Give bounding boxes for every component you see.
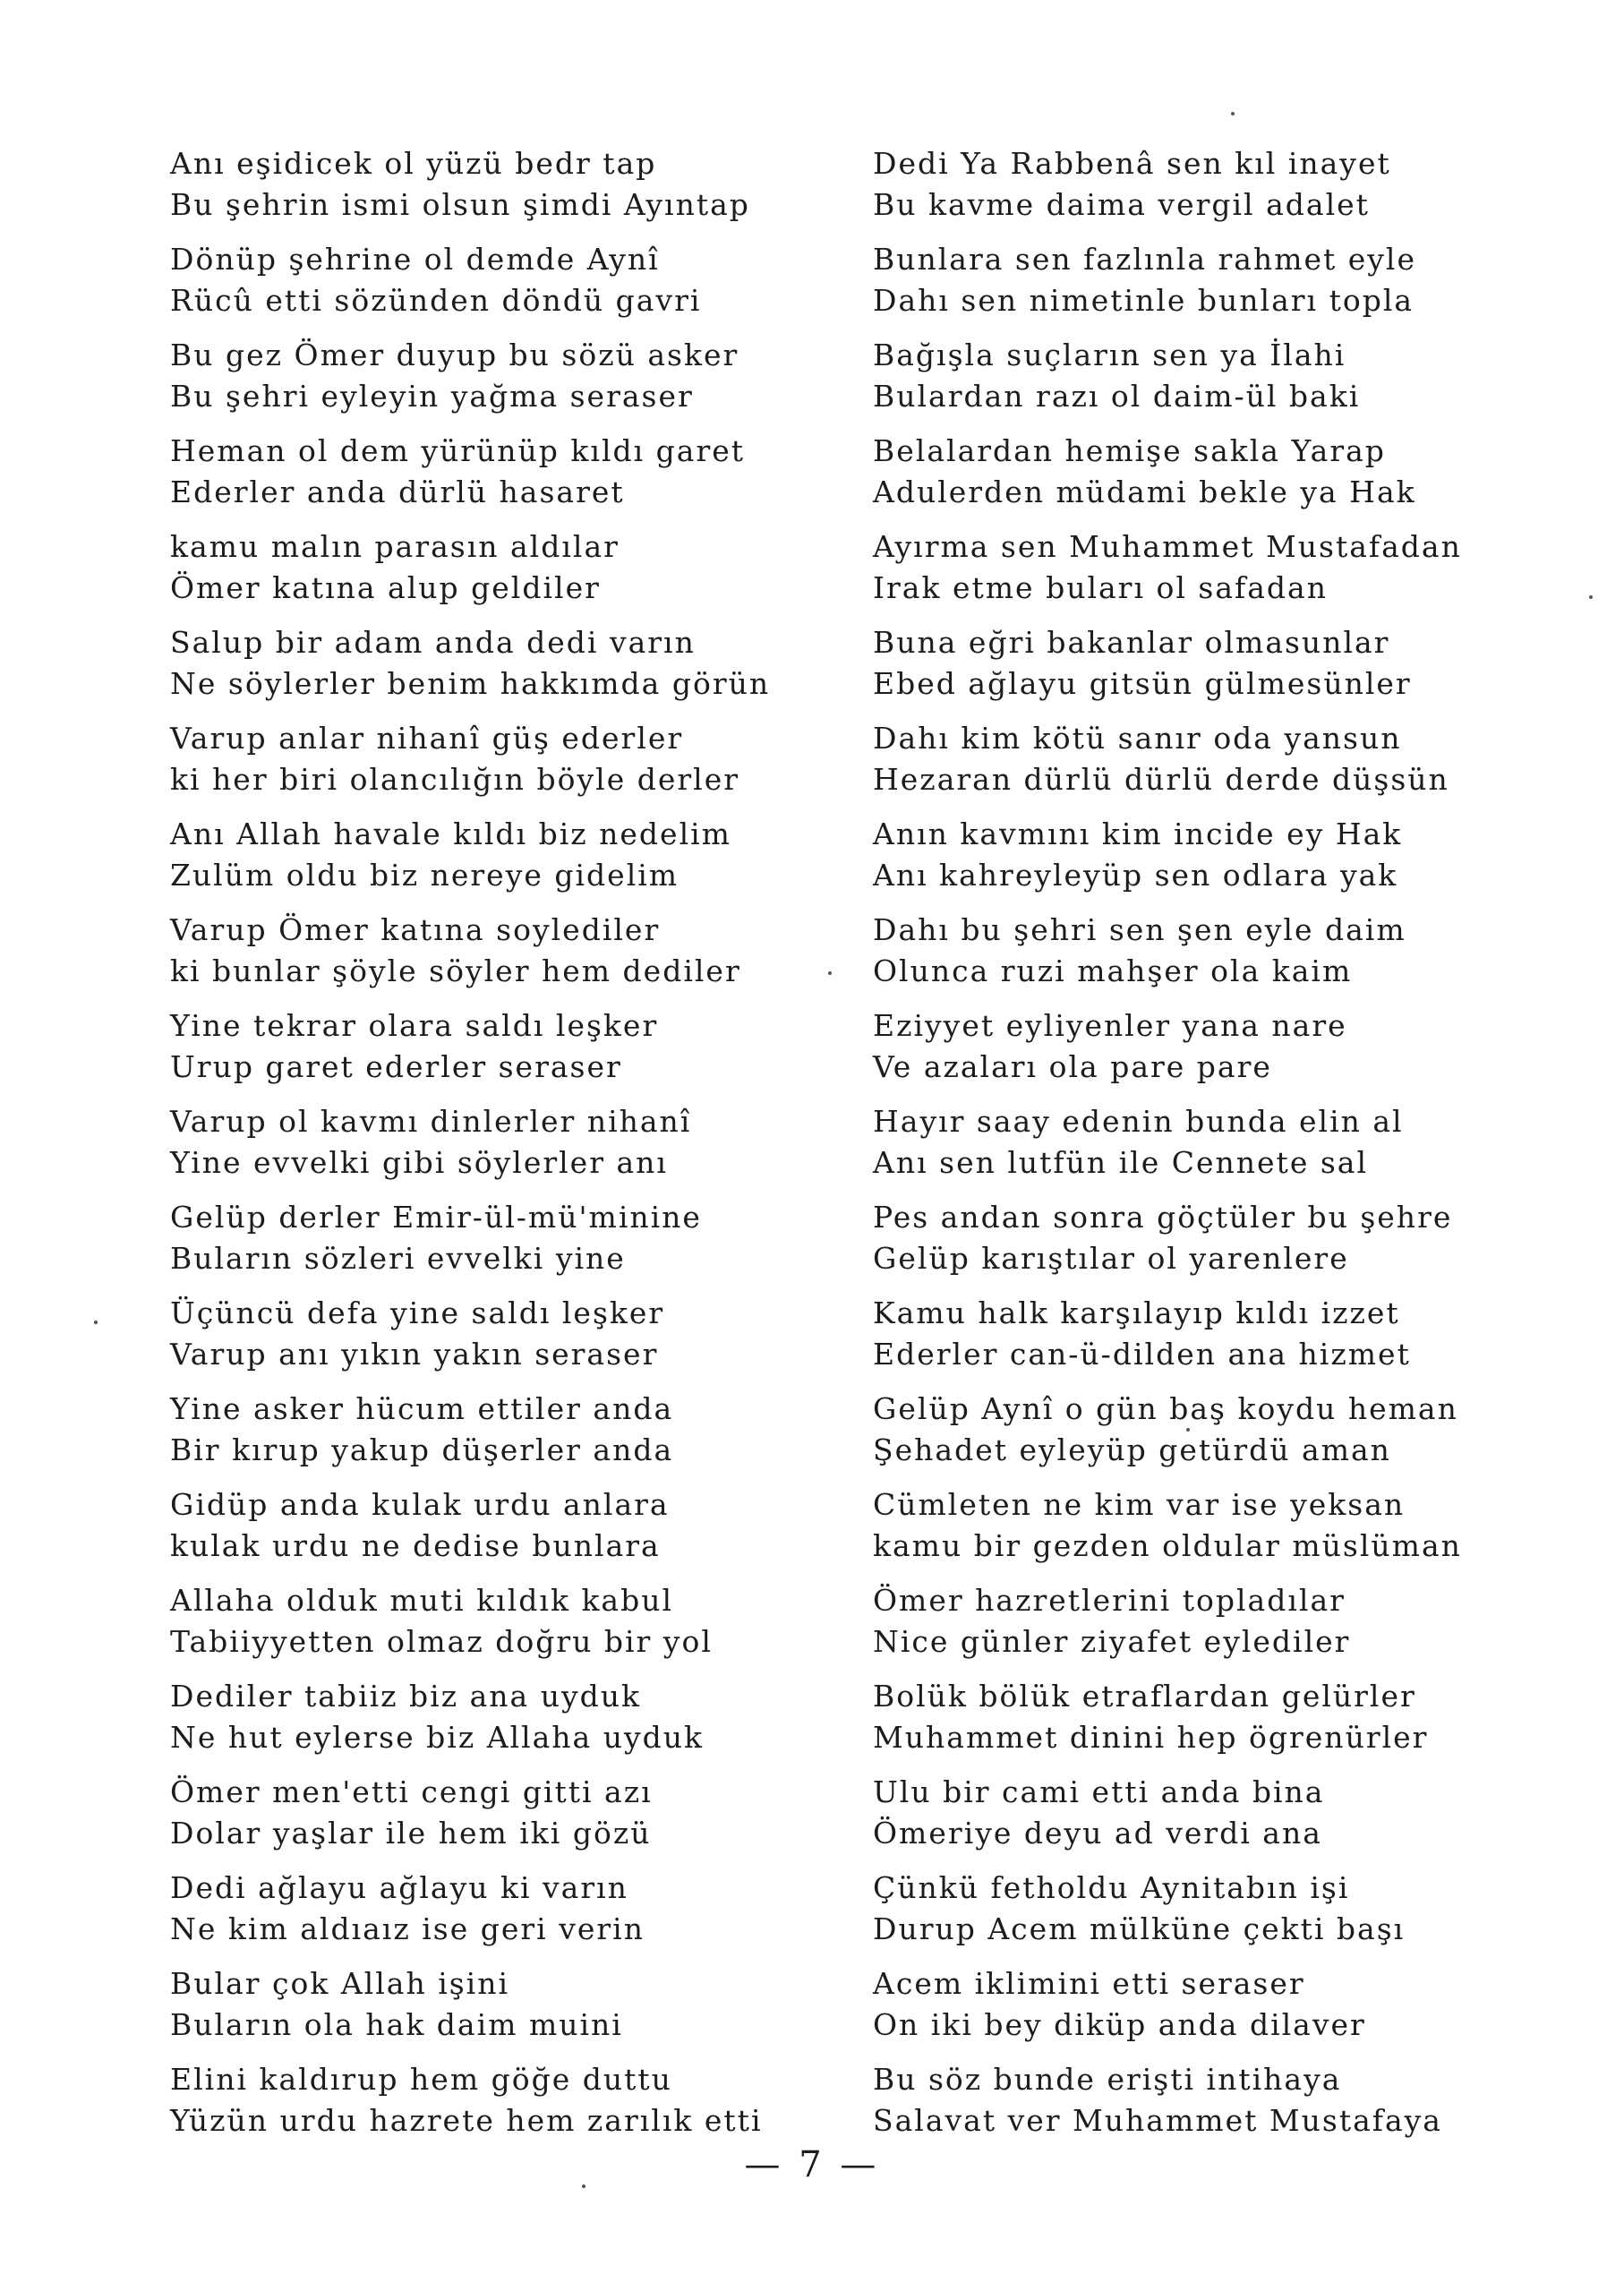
left-verse-line: Ne söylerler benim hakkımda görün bbox=[170, 666, 771, 701]
right-verse-line: Dedi Ya Rabbenâ sen kıl inayet bbox=[873, 146, 1391, 181]
left-couplet bbox=[170, 1963, 815, 2059]
left-couplet bbox=[170, 1868, 815, 1963]
left-verse-line: Varup anı yıkın yakın seraser bbox=[170, 1337, 659, 1372]
left-verse-line: Bu şehri eyleyin yağma seraser bbox=[170, 379, 694, 414]
left-verse-line: Bir kırup yakup düşerler anda bbox=[170, 1432, 674, 1467]
right-verse-line: Anın kavmını kim incide ey Hak bbox=[873, 816, 1403, 851]
right-verse-line: Irak etme buları ol safadan bbox=[873, 570, 1328, 605]
right-verse-line: Ebed ağlayu gitsün gülmesünler bbox=[873, 666, 1412, 701]
scan-speck bbox=[1231, 112, 1235, 115]
left-couplet bbox=[170, 2059, 815, 2155]
left-verse-line: Ne kim aldıaız ise geri verin bbox=[170, 1911, 645, 1946]
left-couplet bbox=[170, 718, 815, 814]
right-verse-line: Bunlara sen fazlınla rahmet eyle bbox=[873, 242, 1417, 277]
right-verse-line: Gelüp karıştılar ol yarenlere bbox=[873, 1241, 1349, 1276]
scan-speck bbox=[94, 1321, 98, 1324]
left-couplet bbox=[170, 239, 815, 335]
left-verse-line: Heman ol dem yürünüp kıldı garet bbox=[170, 433, 746, 468]
right-couplet bbox=[873, 910, 1517, 1005]
right-verse-line: Anı kahreyleyüp sen odlara yak bbox=[873, 858, 1398, 893]
left-verse-line: Allaha olduk muti kıldık kabul bbox=[170, 1583, 674, 1618]
right-couplet bbox=[873, 622, 1517, 718]
left-couplet bbox=[170, 143, 815, 239]
left-couplet bbox=[170, 1484, 815, 1580]
right-verse-line: Ve azaları ola pare pare bbox=[873, 1049, 1272, 1084]
left-couplet bbox=[170, 1676, 815, 1772]
right-couplet bbox=[873, 1580, 1517, 1676]
left-couplet bbox=[170, 1580, 815, 1676]
right-verse-line: Cümleten ne kim var ise yeksan bbox=[873, 1487, 1406, 1522]
left-verse-line: kamu malın parasın aldılar bbox=[170, 529, 620, 564]
scan-speck bbox=[1589, 595, 1593, 599]
right-verse-line: Nice günler ziyafet eylediler bbox=[873, 1624, 1351, 1659]
right-couplet bbox=[873, 718, 1517, 814]
right-couplet bbox=[873, 143, 1517, 239]
scan-speck bbox=[828, 971, 832, 975]
right-verse-line: Dahı kim kötü sanır oda yansun bbox=[873, 721, 1402, 756]
left-verse-line: Rücû etti sözünden döndü gavri bbox=[170, 283, 702, 318]
right-couplet bbox=[873, 2059, 1517, 2155]
right-verse-line: Bolük bölük etraflardan gelürler bbox=[873, 1679, 1416, 1714]
page-number: — 7 — bbox=[744, 2144, 880, 2185]
left-verse-line: Zulüm oldu biz nereye gidelim bbox=[170, 858, 680, 893]
left-verse-line: Elini kaldırup hem göğe duttu bbox=[170, 2062, 672, 2097]
right-verse-line: Ederler can-ü-dilden ana hizmet bbox=[873, 1337, 1411, 1372]
right-couplet bbox=[873, 335, 1517, 431]
scan-speck bbox=[1186, 1428, 1190, 1432]
left-verse-line: Buların sözleri evvelki yine bbox=[170, 1241, 626, 1276]
right-verse-line: Dahı sen nimetinle bunları topla bbox=[873, 283, 1415, 318]
right-verse-line: Hezaran dürlü dürlü derde düşsün bbox=[873, 762, 1449, 797]
right-couplet bbox=[873, 239, 1517, 335]
right-verse-line: Adulerden müdami bekle ya Hak bbox=[873, 474, 1416, 509]
right-verse-line: Gelüp Aynî o gün baş koydu heman bbox=[873, 1391, 1458, 1426]
left-verse-line: Bu şehrin ismi olsun şimdi Ayıntap bbox=[170, 187, 750, 222]
right-verse-line: Belalardan hemişe sakla Yarap bbox=[873, 433, 1386, 468]
right-couplet bbox=[873, 814, 1517, 910]
left-verse-line: Anı Allah havale kıldı biz nedelim bbox=[170, 816, 731, 851]
right-verse-line: Kamu halk karşılayıp kıldı izzet bbox=[873, 1295, 1400, 1330]
left-verse-line: Ömer katına alup geldiler bbox=[170, 570, 601, 605]
left-verse-line: Urup garet ederler seraser bbox=[170, 1049, 622, 1084]
left-verse-line: Üçüncü defa yine saldı leşker bbox=[170, 1295, 665, 1330]
left-verse-line: Dedi ağlayu ağlayu ki varın bbox=[170, 1870, 628, 1905]
left-verse-line: Varup Ömer katına soylediler bbox=[170, 912, 661, 947]
scan-speck bbox=[582, 2184, 585, 2188]
left-verse-line: ki bunlar şöyle söyler hem dediler bbox=[170, 953, 741, 988]
left-verse-line: Bular çok Allah işini bbox=[170, 1966, 510, 2001]
left-verse-line: Dolar yaşlar ile hem iki gözü bbox=[170, 1816, 652, 1851]
right-verse-line: Anı sen lutfün ile Cennete sal bbox=[873, 1145, 1369, 1180]
right-couplet bbox=[873, 1676, 1517, 1772]
left-couplet bbox=[170, 1101, 815, 1197]
right-verse-line: Bağışla suçların sen ya İlahi bbox=[873, 338, 1346, 372]
right-couplet bbox=[873, 1772, 1517, 1868]
right-couplet bbox=[873, 1868, 1517, 1963]
right-verse-line: Bu söz bunde erişti intihaya bbox=[873, 2062, 1342, 2097]
left-verse-line: Gidüp anda kulak urdu anlara bbox=[170, 1487, 670, 1522]
right-couplet bbox=[873, 1005, 1517, 1101]
right-verse-line: kamu bir gezden oldular müslüman bbox=[873, 1528, 1462, 1563]
right-verse-line: Muhammet dinini hep ögrenürler bbox=[873, 1720, 1429, 1755]
right-verse-line: Bulardan razı ol daim-ül baki bbox=[873, 379, 1361, 414]
right-verse-line: Acem iklimini etti seraser bbox=[873, 1966, 1305, 2001]
left-verse-line: Varup anlar nihanî güş ederler bbox=[170, 721, 684, 756]
left-couplet bbox=[170, 335, 815, 431]
left-verse-line: Ömer men'etti cengi gitti azı bbox=[170, 1774, 653, 1809]
right-couplet bbox=[873, 526, 1517, 622]
right-couplet bbox=[873, 1963, 1517, 2059]
right-verse-line: On iki bey diküp anda dilaver bbox=[873, 2007, 1366, 2042]
left-verse-line: Yüzün urdu hazrete hem zarılık etti bbox=[170, 2103, 763, 2138]
right-couplet bbox=[873, 1484, 1517, 1580]
left-verse-line: Anı eşidicek ol yüzü bedr tap bbox=[170, 146, 657, 181]
right-couplet bbox=[873, 1101, 1517, 1197]
left-verse-line: Tabiiyyetten olmaz doğru bir yol bbox=[170, 1624, 713, 1659]
left-verse-line: Dediler tabiiz biz ana uyduk bbox=[170, 1679, 641, 1714]
left-couplet bbox=[170, 814, 815, 910]
left-verse-line: Ederler anda dürlü hasaret bbox=[170, 474, 625, 509]
left-verse-line: Salup bir adam anda dedi varın bbox=[170, 625, 696, 660]
right-couplet bbox=[873, 431, 1517, 526]
right-verse-line: Dahı bu şehri sen şen eyle daim bbox=[873, 912, 1406, 947]
right-verse-line: Şehadet eyleyüp getürdü aman bbox=[873, 1432, 1391, 1467]
right-verse-line: Ulu bir cami etti anda bina bbox=[873, 1774, 1325, 1809]
left-verse-line: Ne hut eylerse biz Allaha uyduk bbox=[170, 1720, 704, 1755]
right-poem-column bbox=[873, 143, 1517, 2155]
left-couplet bbox=[170, 1772, 815, 1868]
right-verse-line: Hayır saay edenin bunda elin al bbox=[873, 1104, 1404, 1139]
left-verse-line: Yine evvelki gibi söylerler anı bbox=[170, 1145, 668, 1180]
right-verse-line: Olunca ruzi mahşer ola kaim bbox=[873, 953, 1353, 988]
right-verse-line: Bu kavme daima vergil adalet bbox=[873, 187, 1370, 222]
left-verse-line: Gelüp derler Emir-ül-mü'minine bbox=[170, 1200, 702, 1235]
left-couplet bbox=[170, 1197, 815, 1293]
left-couplet bbox=[170, 431, 815, 526]
left-verse-line: ki her biri olancılığın böyle derler bbox=[170, 762, 739, 797]
left-verse-line: Yine tekrar olara saldı leşker bbox=[170, 1008, 659, 1043]
right-verse-line: Çünkü fetholdu Aynitabın işi bbox=[873, 1870, 1350, 1905]
left-couplet bbox=[170, 1389, 815, 1484]
left-verse-line: Buların ola hak daim muini bbox=[170, 2007, 623, 2042]
left-verse-line: Varup ol kavmı dinlerler nihanî bbox=[170, 1104, 692, 1139]
left-couplet bbox=[170, 526, 815, 622]
left-verse-line: kulak urdu ne dedise bunlara bbox=[170, 1528, 661, 1563]
left-couplet bbox=[170, 1293, 815, 1389]
right-verse-line: Durup Acem mülküne çekti başı bbox=[873, 1911, 1406, 1946]
right-verse-line: Ömeriye deyu ad verdi ana bbox=[873, 1816, 1322, 1851]
right-verse-line: Eziyyet eyliyenler yana nare bbox=[873, 1008, 1347, 1043]
right-couplet bbox=[873, 1389, 1517, 1484]
left-verse-line: Dönüp şehrine ol demde Aynî bbox=[170, 242, 660, 277]
left-couplet bbox=[170, 910, 815, 1005]
right-couplet bbox=[873, 1197, 1517, 1293]
right-verse-line: Pes andan sonra göçtüler bu şehre bbox=[873, 1200, 1453, 1235]
left-verse-line: Bu gez Ömer duyup bu sözü asker bbox=[170, 338, 739, 372]
left-couplet bbox=[170, 622, 815, 718]
left-verse-line: Yine asker hücum ettiler anda bbox=[170, 1391, 674, 1426]
right-verse-line: Ömer hazretlerini topladılar bbox=[873, 1583, 1346, 1618]
left-poem-column bbox=[170, 143, 815, 2155]
right-verse-line: Buna eğri bakanlar olmasunlar bbox=[873, 625, 1390, 660]
right-verse-line: Salavat ver Muhammet Mustafaya bbox=[873, 2103, 1442, 2138]
right-couplet bbox=[873, 1293, 1517, 1389]
right-verse-line: Ayırma sen Muhammet Mustafadan bbox=[873, 529, 1462, 564]
left-couplet bbox=[170, 1005, 815, 1101]
